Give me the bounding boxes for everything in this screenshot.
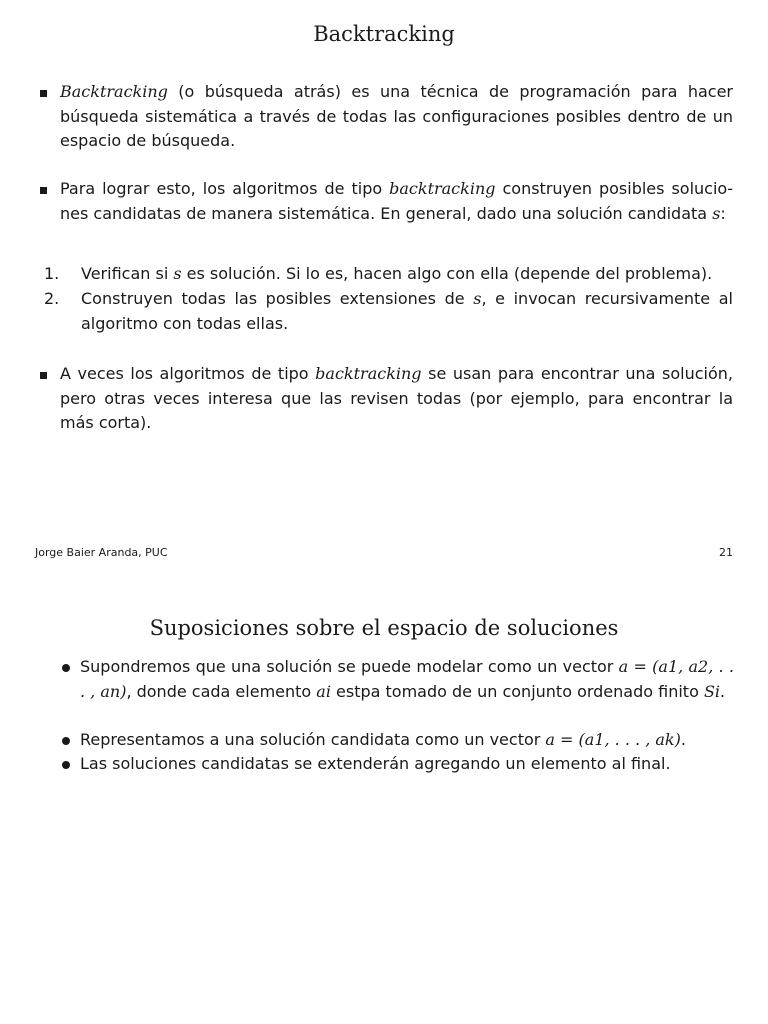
math-set-si: Si: [703, 681, 721, 701]
bullet-text: [80, 728, 734, 753]
item-number: 1.: [44, 264, 60, 283]
bullet-text: [60, 177, 733, 226]
text-fragment: , donde cada elemento: [126, 681, 317, 701]
math-element-ai: ai: [316, 681, 331, 701]
bullet-text: [80, 655, 734, 704]
variable-s: s: [712, 203, 721, 223]
text-fragment: estpa tomado de un conjunto ordenado finito: [330, 681, 704, 701]
text-fragment: Para lograr esto, los algoritmos de tipo: [60, 179, 390, 198]
page-number: 21: [719, 546, 733, 559]
text-fragment: construyen posibles soluciones candidatas de manera sistemática. En general, dado una solución candidata: [60, 179, 733, 223]
square-bullet-icon: [40, 90, 47, 97]
term-backtracking: Backtracking: [60, 82, 168, 101]
math-candidate-vector: a = (a1, . . . , ak): [545, 730, 681, 749]
term-backtracking: backtracking: [315, 364, 422, 383]
item-number: 2.: [44, 289, 60, 308]
slide-title: Suposiciones sobre el espacio de soluciones: [149, 616, 619, 640]
bullet-text: [60, 362, 733, 436]
bullet-text: Las soluciones candidatas se extenderán agregando un elemento al final.: [80, 754, 671, 773]
round-bullet-icon: [62, 737, 70, 745]
math-vector-a: a = (a1, a2, . . . , an): [80, 657, 734, 701]
round-bullet-icon: [62, 664, 70, 672]
text-fragment: :: [720, 203, 726, 223]
square-bullet-icon: [40, 187, 47, 194]
text-fragment: se usan para encontrar una solución, pero otras veces interesa que las revisen todas (por ejemplo, para encontrar la más corta).: [60, 364, 733, 432]
item-text: [81, 262, 733, 287]
item-text: [81, 287, 733, 336]
text-fragment: , e invocan recursivamente al algoritmo con todas ellas.: [81, 289, 733, 333]
bullet-text-rest: (o búsqueda atrás) es una técnica de programación para hacer búsqueda sistemática a través de todas las configuraciones posibles dentro de un espacio de búsqueda.: [60, 82, 733, 150]
text-fragment: .: [720, 681, 726, 701]
text-fragment: .: [680, 730, 686, 749]
text-fragment: Supondremos que una solución se puede modelar como un vector: [80, 657, 619, 676]
term-backtracking: backtracking: [389, 179, 496, 198]
bullet-text: [60, 80, 733, 154]
footer-author: Jorge Baier Aranda, PUC: [35, 546, 168, 559]
text-fragment: Representamos a una solución candidata como un vector: [80, 730, 546, 749]
variable-s: s: [173, 264, 182, 283]
text-fragment: A veces los algoritmos de tipo: [60, 364, 316, 383]
text-fragment: Construyen todas las posibles extensiones de: [81, 289, 474, 308]
square-bullet-icon: [40, 372, 47, 379]
text-fragment: Verifican si: [81, 264, 174, 283]
slide-solution-space: [0, 580, 768, 1024]
round-bullet-icon: [62, 761, 70, 769]
slide-title: Backtracking: [313, 22, 455, 46]
variable-s: s: [473, 289, 482, 308]
text-fragment: es solución. Si lo es, hacen algo con ella (depende del problema).: [181, 264, 713, 283]
